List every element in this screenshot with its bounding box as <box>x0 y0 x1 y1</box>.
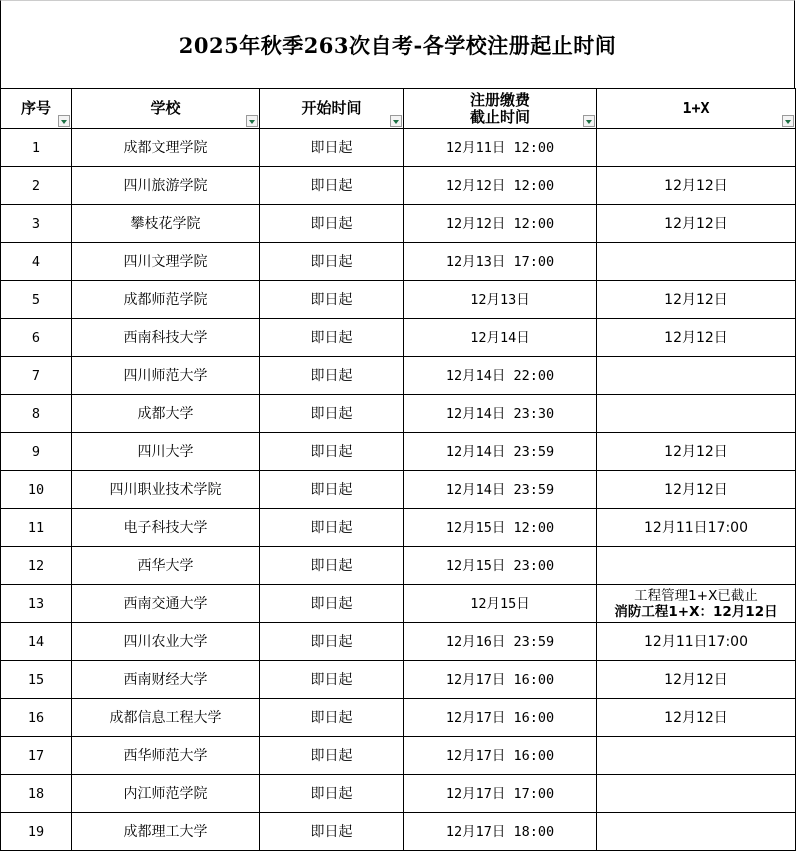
cell-onex[interactable]: 12月12日 <box>597 167 796 205</box>
cell-school[interactable]: 四川师范大学 <box>72 357 260 395</box>
table-row <box>1 129 796 167</box>
cell-index[interactable]: 8 <box>1 395 72 433</box>
cell-deadline[interactable]: 12月12日 12:00 <box>404 167 597 205</box>
header-school-label: 学校 <box>150 99 181 117</box>
header-school <box>72 89 260 129</box>
cell-onex[interactable] <box>597 357 796 395</box>
cell-index[interactable]: 9 <box>1 433 72 471</box>
cell-start[interactable]: 即日起 <box>260 813 404 851</box>
cell-school[interactable]: 成都信息工程大学 <box>72 699 260 737</box>
cell-index[interactable]: 15 <box>1 661 72 699</box>
cell-start[interactable]: 即日起 <box>260 319 404 357</box>
cell-school[interactable]: 成都理工大学 <box>72 813 260 851</box>
cell-index[interactable]: 10 <box>1 471 72 509</box>
cell-school[interactable]: 西南交通大学 <box>72 585 260 623</box>
cell-onex[interactable]: 12月12日 <box>597 205 796 243</box>
cell-start[interactable]: 即日起 <box>260 433 404 471</box>
cell-start[interactable]: 即日起 <box>260 281 404 319</box>
cell-start[interactable]: 即日起 <box>260 623 404 661</box>
cell-onex[interactable] <box>597 813 796 851</box>
cell-onex[interactable]: 12月12日 <box>597 281 796 319</box>
cell-school[interactable]: 西南科技大学 <box>72 319 260 357</box>
cell-index[interactable]: 4 <box>1 243 72 281</box>
cell-school[interactable]: 四川旅游学院 <box>72 167 260 205</box>
cell-index[interactable]: 11 <box>1 509 72 547</box>
cell-onex[interactable] <box>597 129 796 167</box>
table-row <box>1 623 796 661</box>
cell-school[interactable]: 四川职业技术学院 <box>72 471 260 509</box>
table-row <box>1 585 796 623</box>
cell-onex[interactable]: 12月12日 <box>597 433 796 471</box>
cell-start[interactable]: 即日起 <box>260 547 404 585</box>
cell-school[interactable]: 电子科技大学 <box>72 509 260 547</box>
cell-start[interactable]: 即日起 <box>260 129 404 167</box>
cell-start[interactable]: 即日起 <box>260 737 404 775</box>
cell-deadline[interactable]: 12月11日 12:00 <box>404 129 597 167</box>
cell-start[interactable]: 即日起 <box>260 699 404 737</box>
header-index <box>1 89 72 129</box>
cell-start[interactable]: 即日起 <box>260 357 404 395</box>
table-row <box>1 357 796 395</box>
cell-school[interactable]: 内江师范学院 <box>72 775 260 813</box>
cell-school[interactable]: 西华大学 <box>72 547 260 585</box>
cell-school[interactable]: 成都大学 <box>72 395 260 433</box>
sheet-title: 2025年秋季263次自考-各学校注册起止时间 <box>178 32 617 58</box>
cell-deadline[interactable]: 12月16日 23:59 <box>404 623 597 661</box>
table-row <box>1 661 796 699</box>
cell-deadline[interactable]: 12月14日 23:30 <box>404 395 597 433</box>
cell-start[interactable]: 即日起 <box>260 243 404 281</box>
header-start-label: 开始时间 <box>301 99 362 117</box>
cell-index[interactable]: 19 <box>1 813 72 851</box>
header-deadline-line1: 注册缴费 <box>469 90 530 109</box>
table-row <box>1 205 796 243</box>
table-body <box>1 129 796 851</box>
cell-start[interactable]: 即日起 <box>260 205 404 243</box>
title-row <box>0 0 795 88</box>
cell-index[interactable]: 17 <box>1 737 72 775</box>
cell-onex[interactable]: 12月12日 <box>597 319 796 357</box>
filter-dropdown-icon[interactable] <box>246 115 258 127</box>
cell-start[interactable]: 即日起 <box>260 509 404 547</box>
cell-deadline[interactable]: 12月14日 22:00 <box>404 357 597 395</box>
filter-dropdown-icon[interactable] <box>782 115 794 127</box>
cell-onex[interactable] <box>597 585 796 623</box>
cell-index[interactable]: 5 <box>1 281 72 319</box>
cell-deadline[interactable]: 12月17日 18:00 <box>404 813 597 851</box>
cell-start[interactable]: 即日起 <box>260 775 404 813</box>
table-row <box>1 395 796 433</box>
cell-onex[interactable]: 12月11日17:00 <box>597 509 796 547</box>
table-row <box>1 471 796 509</box>
cell-index[interactable]: 7 <box>1 357 72 395</box>
cell-deadline[interactable]: 12月15日 <box>404 585 597 623</box>
table-row <box>1 737 796 775</box>
cell-onex[interactable]: 12月12日 <box>597 661 796 699</box>
cell-school[interactable]: 四川文理学院 <box>72 243 260 281</box>
cell-index[interactable]: 1 <box>1 129 72 167</box>
cell-deadline[interactable]: 12月15日 23:00 <box>404 547 597 585</box>
registration-table <box>0 88 796 851</box>
cell-school[interactable]: 成都师范学院 <box>72 281 260 319</box>
cell-school[interactable]: 四川大学 <box>72 433 260 471</box>
cell-start[interactable]: 即日起 <box>260 661 404 699</box>
cell-start[interactable]: 即日起 <box>260 167 404 205</box>
header-deadline-line2: 截止时间 <box>469 107 530 126</box>
table-row <box>1 509 796 547</box>
cell-deadline[interactable]: 12月13日 17:00 <box>404 243 597 281</box>
cell-school[interactable]: 四川农业大学 <box>72 623 260 661</box>
header-onex-label: 1+X <box>682 99 710 117</box>
cell-school[interactable]: 攀枝花学院 <box>72 205 260 243</box>
cell-deadline[interactable]: 12月13日 <box>404 281 597 319</box>
cell-index[interactable]: 6 <box>1 319 72 357</box>
header-index-label: 序号 <box>20 99 51 117</box>
table-row <box>1 813 796 851</box>
header-row <box>1 89 796 129</box>
cell-deadline[interactable]: 12月17日 16:00 <box>404 661 597 699</box>
cell-onex-line2: 消防工程1+X：12月12日 <box>614 603 778 620</box>
cell-deadline[interactable]: 12月14日 23:59 <box>404 433 597 471</box>
cell-start[interactable]: 即日起 <box>260 395 404 433</box>
cell-deadline[interactable]: 12月17日 16:00 <box>404 699 597 737</box>
table-row <box>1 167 796 205</box>
table-row <box>1 243 796 281</box>
filter-dropdown-icon[interactable] <box>390 115 402 127</box>
cell-onex[interactable] <box>597 775 796 813</box>
cell-deadline[interactable]: 12月17日 17:00 <box>404 775 597 813</box>
cell-index[interactable]: 3 <box>1 205 72 243</box>
cell-onex[interactable] <box>597 547 796 585</box>
cell-onex[interactable]: 12月12日 <box>597 471 796 509</box>
cell-onex[interactable] <box>597 243 796 281</box>
cell-deadline[interactable]: 12月14日 23:59 <box>404 471 597 509</box>
cell-index[interactable]: 18 <box>1 775 72 813</box>
header-deadline <box>404 89 597 129</box>
cell-school[interactable]: 成都文理学院 <box>72 129 260 167</box>
table-row <box>1 699 796 737</box>
table-row <box>1 775 796 813</box>
filter-dropdown-icon[interactable] <box>58 115 70 127</box>
table-row <box>1 433 796 471</box>
cell-onex[interactable]: 12月12日 <box>597 699 796 737</box>
filter-dropdown-icon[interactable] <box>583 115 595 127</box>
cell-deadline[interactable]: 12月12日 12:00 <box>404 205 597 243</box>
cell-index[interactable]: 2 <box>1 167 72 205</box>
cell-index[interactable]: 13 <box>1 585 72 623</box>
cell-deadline[interactable]: 12月14日 <box>404 319 597 357</box>
cell-school[interactable]: 西华师范大学 <box>72 737 260 775</box>
cell-school[interactable]: 西南财经大学 <box>72 661 260 699</box>
cell-onex[interactable] <box>597 395 796 433</box>
table-row <box>1 319 796 357</box>
cell-index[interactable]: 12 <box>1 547 72 585</box>
header-start <box>260 89 404 129</box>
header-onex <box>597 89 796 129</box>
cell-deadline[interactable]: 12月15日 12:00 <box>404 509 597 547</box>
cell-onex[interactable]: 12月11日17:00 <box>597 623 796 661</box>
table-row <box>1 281 796 319</box>
cell-index[interactable]: 14 <box>1 623 72 661</box>
cell-start[interactable]: 即日起 <box>260 585 404 623</box>
cell-onex-line1: 工程管理1+X已截止 <box>634 587 758 604</box>
cell-onex[interactable] <box>597 737 796 775</box>
cell-start[interactable]: 即日起 <box>260 471 404 509</box>
cell-deadline[interactable]: 12月17日 16:00 <box>404 737 597 775</box>
cell-index[interactable]: 16 <box>1 699 72 737</box>
table-row <box>1 547 796 585</box>
